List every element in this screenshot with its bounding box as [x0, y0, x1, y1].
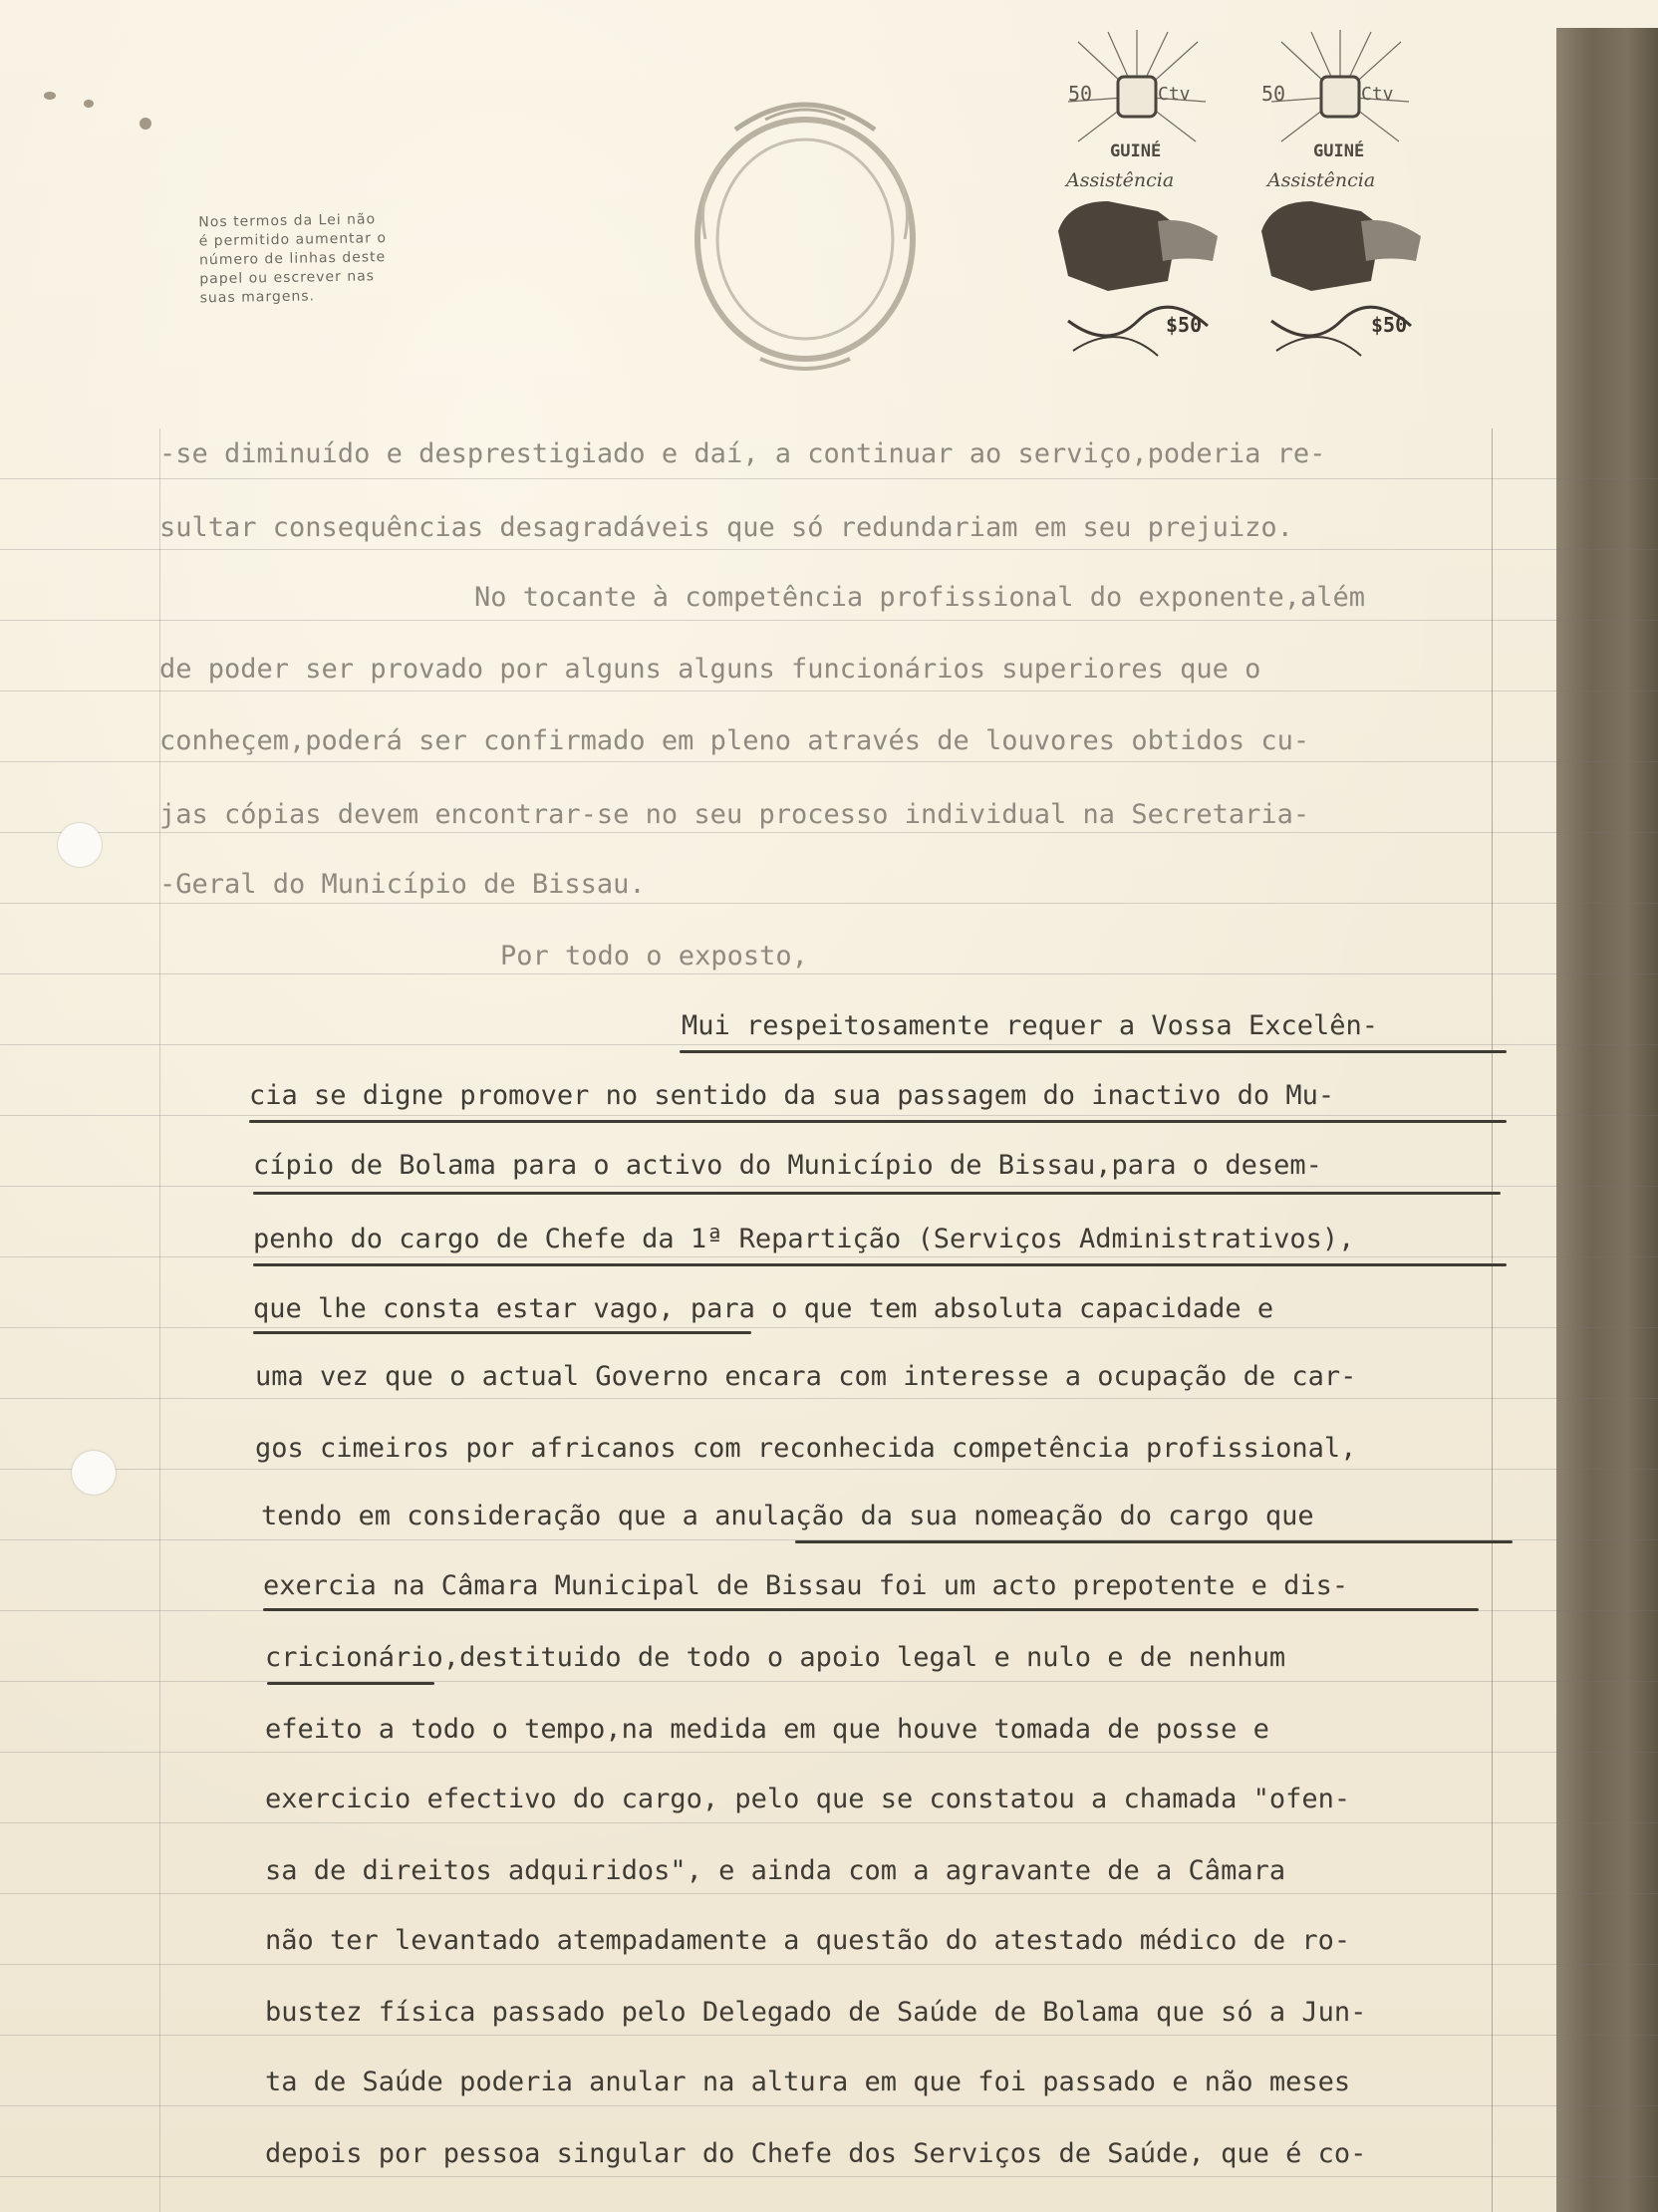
body-line: cípio de Bolama para o activo do Município de Bissau,para o desem- — [253, 1150, 1322, 1181]
body-line: conheçem,poderá ser confirmado em pleno através de louvores obtidos cu- — [159, 725, 1310, 756]
ruled-line — [0, 1964, 1658, 1965]
ruled-line — [0, 549, 1658, 550]
punch-hole — [72, 1451, 116, 1495]
notice-line: é permitido aumentar o — [198, 230, 388, 250]
ruled-line — [0, 1681, 1658, 1682]
body-line: tendo em consideração que a anulação da sua nomeação do cargo que — [261, 1501, 1314, 1531]
ruled-line — [0, 1822, 1658, 1823]
stamp-country: GUINÉ — [1110, 141, 1162, 161]
body-line: penho do cargo de Chefe da 1ª Repartição (Serviços Administrativos), — [253, 1224, 1355, 1254]
body-line: jas cópias devem encontrar-se no seu processo individual na Secretaria- — [159, 799, 1310, 830]
stamp-value-bottom: $50 — [1166, 313, 1203, 337]
underline-mark — [253, 1263, 1507, 1266]
underline-mark — [253, 1192, 1501, 1195]
right-margin-line — [1492, 428, 1493, 2212]
ruled-line — [0, 1398, 1658, 1399]
underline-mark — [263, 1608, 1479, 1611]
ruled-line — [0, 620, 1658, 621]
underline-mark — [680, 1050, 1507, 1053]
ruled-line — [0, 1186, 1658, 1187]
ruled-line — [0, 1256, 1658, 1257]
body-line: gos cimeiros por africanos com reconhecida competência profissional, — [255, 1433, 1357, 1464]
underline-mark — [795, 1540, 1513, 1543]
body-line: uma vez que o actual Governo encara com interesse a ocupação de car- — [255, 1361, 1357, 1392]
revenue-stamp — [1251, 22, 1429, 366]
body-line: sa de direitos adquiridos", e ainda com a agravante de a Câmara — [265, 1855, 1286, 1886]
punch-hole — [58, 823, 102, 867]
underline-mark — [267, 1682, 434, 1685]
body-line: cia se digne promover no sentido da sua passagem do inactivo do Mu- — [249, 1080, 1335, 1111]
ruled-line — [0, 832, 1658, 833]
body-line: exercicio efectivo do cargo, pelo que se constatou a chamada "ofen- — [265, 1784, 1351, 1814]
legal-notice — [198, 209, 469, 309]
body-line: exercia na Câmara Municipal de Bissau foi um acto prepotente e dis- — [263, 1570, 1349, 1601]
stamp-unit: Ctv — [1361, 84, 1394, 105]
body-line: -Geral do Município de Bissau. — [159, 869, 646, 900]
ink-smudge — [139, 118, 151, 130]
body-line: não ter levantado atempadamente a questão do atestado médico de ro- — [265, 1925, 1351, 1956]
stamp-value-top: 50 — [1261, 82, 1286, 106]
revenue-stamp — [1048, 22, 1226, 366]
stamp-country: GUINÉ — [1313, 141, 1365, 161]
ruled-line — [0, 2035, 1658, 2036]
body-line: ta de Saúde poderia anular na altura em que foi passado e não meses — [265, 2067, 1351, 2097]
notice-line: suas margens. — [199, 288, 316, 307]
stamp-value-bottom: $50 — [1371, 313, 1408, 337]
body-line: de poder ser provado por alguns alguns funcionários superiores que o — [159, 654, 1261, 685]
ruled-line — [0, 1044, 1658, 1045]
left-margin-line — [159, 428, 160, 2212]
ruled-line — [0, 2105, 1658, 2106]
stamp-unit: Ctv — [1158, 84, 1191, 105]
ruled-line — [0, 903, 1658, 904]
ruled-line — [0, 1115, 1658, 1116]
notice-line: papel ou escrever nas — [199, 268, 376, 288]
body-line: efeito a todo o tempo,na medida em que houve tomada de posse e — [265, 1714, 1269, 1745]
ink-smudge — [44, 92, 56, 100]
ruled-line — [0, 1469, 1658, 1470]
ruled-line — [0, 478, 1658, 479]
ruled-line — [0, 761, 1658, 762]
ruled-line — [0, 2176, 1658, 2177]
body-line: que lhe consta estar vago, para o que tem absoluta capacidade e — [253, 1293, 1274, 1324]
notice-line: Nos termos da Lei não — [198, 211, 377, 231]
embossed-seal — [666, 70, 945, 389]
binding-strip — [1556, 28, 1658, 2212]
ruled-line — [0, 973, 1658, 974]
ink-smudge — [84, 100, 94, 108]
body-line: sultar consequências desagradáveis que só redundariam em seu prejuizo. — [159, 512, 1293, 543]
body-line: Mui respeitosamente requer a Vossa Excelên- — [682, 1010, 1378, 1041]
underline-mark — [249, 1120, 1507, 1123]
ruled-line — [0, 1893, 1658, 1894]
notice-line: número de linhas deste — [198, 249, 387, 269]
body-line: Por todo o exposto, — [500, 941, 808, 971]
ruled-line — [0, 1327, 1658, 1328]
ruled-line — [0, 1752, 1658, 1753]
underline-mark — [253, 1331, 751, 1334]
body-line: bustez física passado pelo Delegado de Saúde de Bolama que só a Jun- — [265, 1997, 1367, 2028]
body-line: No tocante à competência profissional do exponente,além — [474, 582, 1366, 613]
stamp-value-top: 50 — [1068, 82, 1093, 106]
body-line: cricionário,destituido de todo o apoio legal e nulo e de nenhum — [265, 1642, 1286, 1673]
stamp-label: Assistência — [1066, 169, 1175, 191]
body-line: depois por pessoa singular do Chefe dos Serviços de Saúde, que é co- — [265, 2138, 1367, 2169]
stamp-label: Assistência — [1267, 169, 1376, 191]
body-line: -se diminuído e desprestigiado e daí, a continuar ao serviço,poderia re- — [159, 438, 1326, 469]
